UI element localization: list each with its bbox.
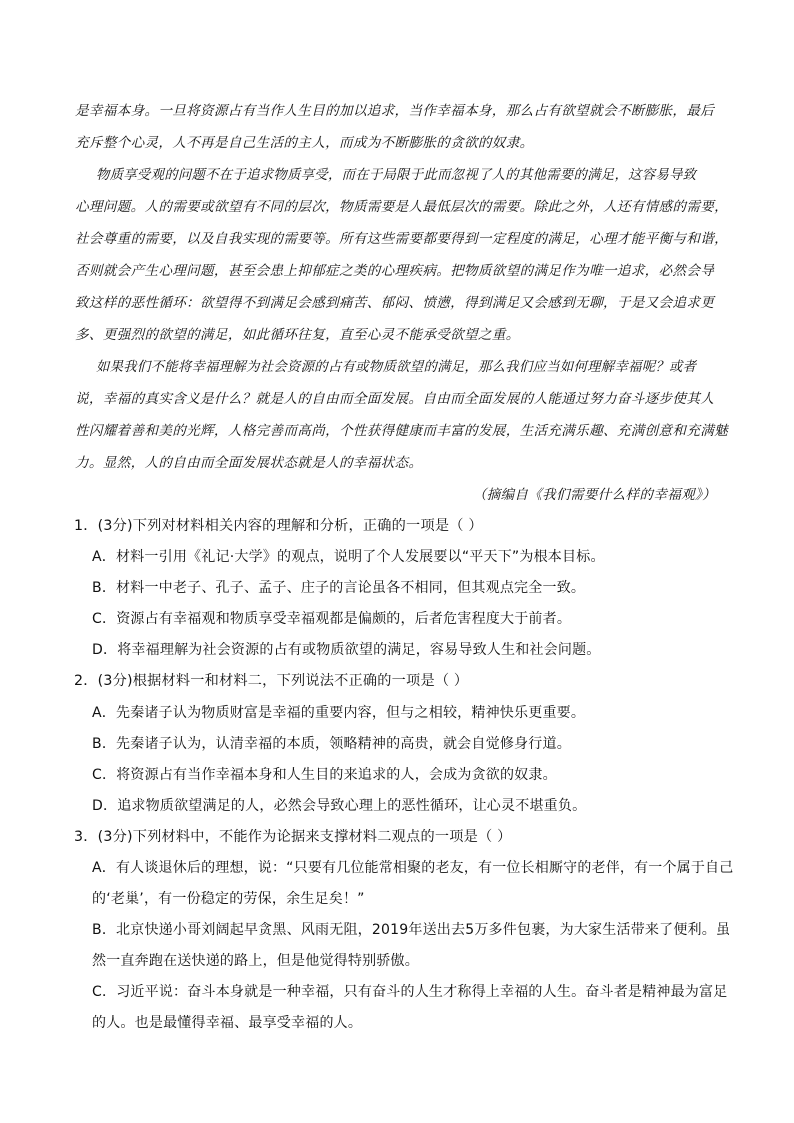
option-c[interactable]: C．资源占有幸福观和物质享受幸福观都是偏颇的，后者危害程度大于前者。: [92, 611, 572, 627]
option-a[interactable]: A．先秦诸子认为物质财富是幸福的重要内容，但与之相较，精神快乐更重要。: [92, 705, 586, 721]
passage-line: 物质享受观的问题不在于追求物质享受，而在于局限于此而忽视了人的其他需要的满足，这容易导致: [96, 167, 697, 183]
option-b-continued[interactable]: 然一直奔跑在送快递的路上，但是他觉得特别骄傲。: [92, 953, 419, 969]
passage-line: 是幸福本身。一旦将资源占有当作人生目的加以追求，当作幸福本身，那么占有欲望就会不断膨胀，最后: [75, 103, 715, 119]
passage-line: 充斥整个心灵，人不再是自己生活的主人，而成为不断膨胀的贪欲的奴隶。: [75, 135, 534, 151]
passage-line: 心理问题。人的需要或欲望有不同的层次，物质需要是人最低层次的需要。除此之外，人还有情感的需要，: [75, 199, 729, 215]
passage-line: 致这样的恶性循环：欲望得不到满足会感到痛苦、郁闷、愤懑，得到满足又会感到无聊，于是又会追求更: [75, 295, 715, 311]
question-stem: 3．(3分)下列材料中，不能作为论据来支撑材料二观点的一项是（ ）: [74, 829, 512, 845]
passage-line: 否则就会产生心理问题，甚至会患上抑郁症之类的心理疾病。把物质欲望的满足作为唯一追求，必然会导: [75, 263, 715, 279]
option-c-continued[interactable]: 的人。也是最懂得幸福、最享受幸福的人。: [92, 1015, 363, 1031]
passage-line: 力。显然，人的自由而全面发展状态就是人的幸福状态。: [75, 455, 423, 471]
option-b[interactable]: B．北京快递小哥刘阔起早贪黑、风雨无阻，2019年送出去5万多件包裹，为大家生活带来了便利。虽: [92, 922, 731, 938]
option-c[interactable]: C．将资源占有当作幸福本身和人生目的来追求的人，会成为贪欲的奴隶。: [92, 767, 557, 783]
option-a[interactable]: A．材料一引用《礼记·大学》的观点，说明了个人发展要以“平天下”为根本目标。: [92, 549, 605, 565]
passage-line: 如果我们不能将幸福理解为社会资源的占有或物质欲望的满足，那么我们应当如何理解幸福呢？或者: [96, 359, 697, 375]
option-b[interactable]: B．先秦诸子认为，认清幸福的本质，领略精神的高贵，就会自觉修身行道。: [92, 736, 571, 752]
option-d[interactable]: D．将幸福理解为社会资源的占有或物质欲望的满足，容易导致人生和社会问题。: [92, 642, 601, 658]
question-stem: 1．(3分)下列对材料相关内容的理解和分析，正确的一项是（ ）: [74, 518, 483, 534]
option-b[interactable]: B．材料一中老子、孔子、孟子、庄子的言论虽各不相同，但其观点完全一致。: [92, 580, 586, 596]
passage-line: 多、更强烈的欲望的满足，如此循环往复，直至心灵不能承受欲望之重。: [75, 327, 520, 343]
question-stem: 2．(3分)根据材料一和材料二，下列说法不正确的一项是（ ）: [74, 673, 469, 689]
passage-line: 社会尊重的需要，以及自我实现的需要等。所有这些需要都要得到一定程度的满足，心理才能平衡与和谐，: [75, 231, 729, 247]
option-a-continued[interactable]: 的‘老巢’，有一份稳定的劳保，余生足矣！”: [92, 891, 365, 907]
passage-line: 说，幸福的真实含义是什么？就是人的自由而全面发展。自由而全面发展的人能通过努力奋斗逐步使其人: [75, 391, 715, 407]
option-c[interactable]: C．习近平说：奋斗本身就是一种幸福，只有奋斗的人生才称得上幸福的人生。奋斗者是精神最为富足: [92, 984, 728, 1000]
option-a[interactable]: A．有人谈退休后的理想，说：“只要有几位能常相聚的老友，有一位长相厮守的老伴，有一个属于自己: [92, 860, 734, 876]
option-d[interactable]: D．追求物质欲望满足的人，必然会导致心理上的恶性循环，让心灵不堪重负。: [92, 798, 587, 814]
passage-line: 性闪耀着善和美的光辉，人格完善而高尚，个性获得健康而丰富的发展，生活充满乐趣、充满创意和充满魅: [75, 423, 729, 439]
source-citation: （摘编自《我们需要什么样的幸福观》）: [472, 487, 716, 503]
